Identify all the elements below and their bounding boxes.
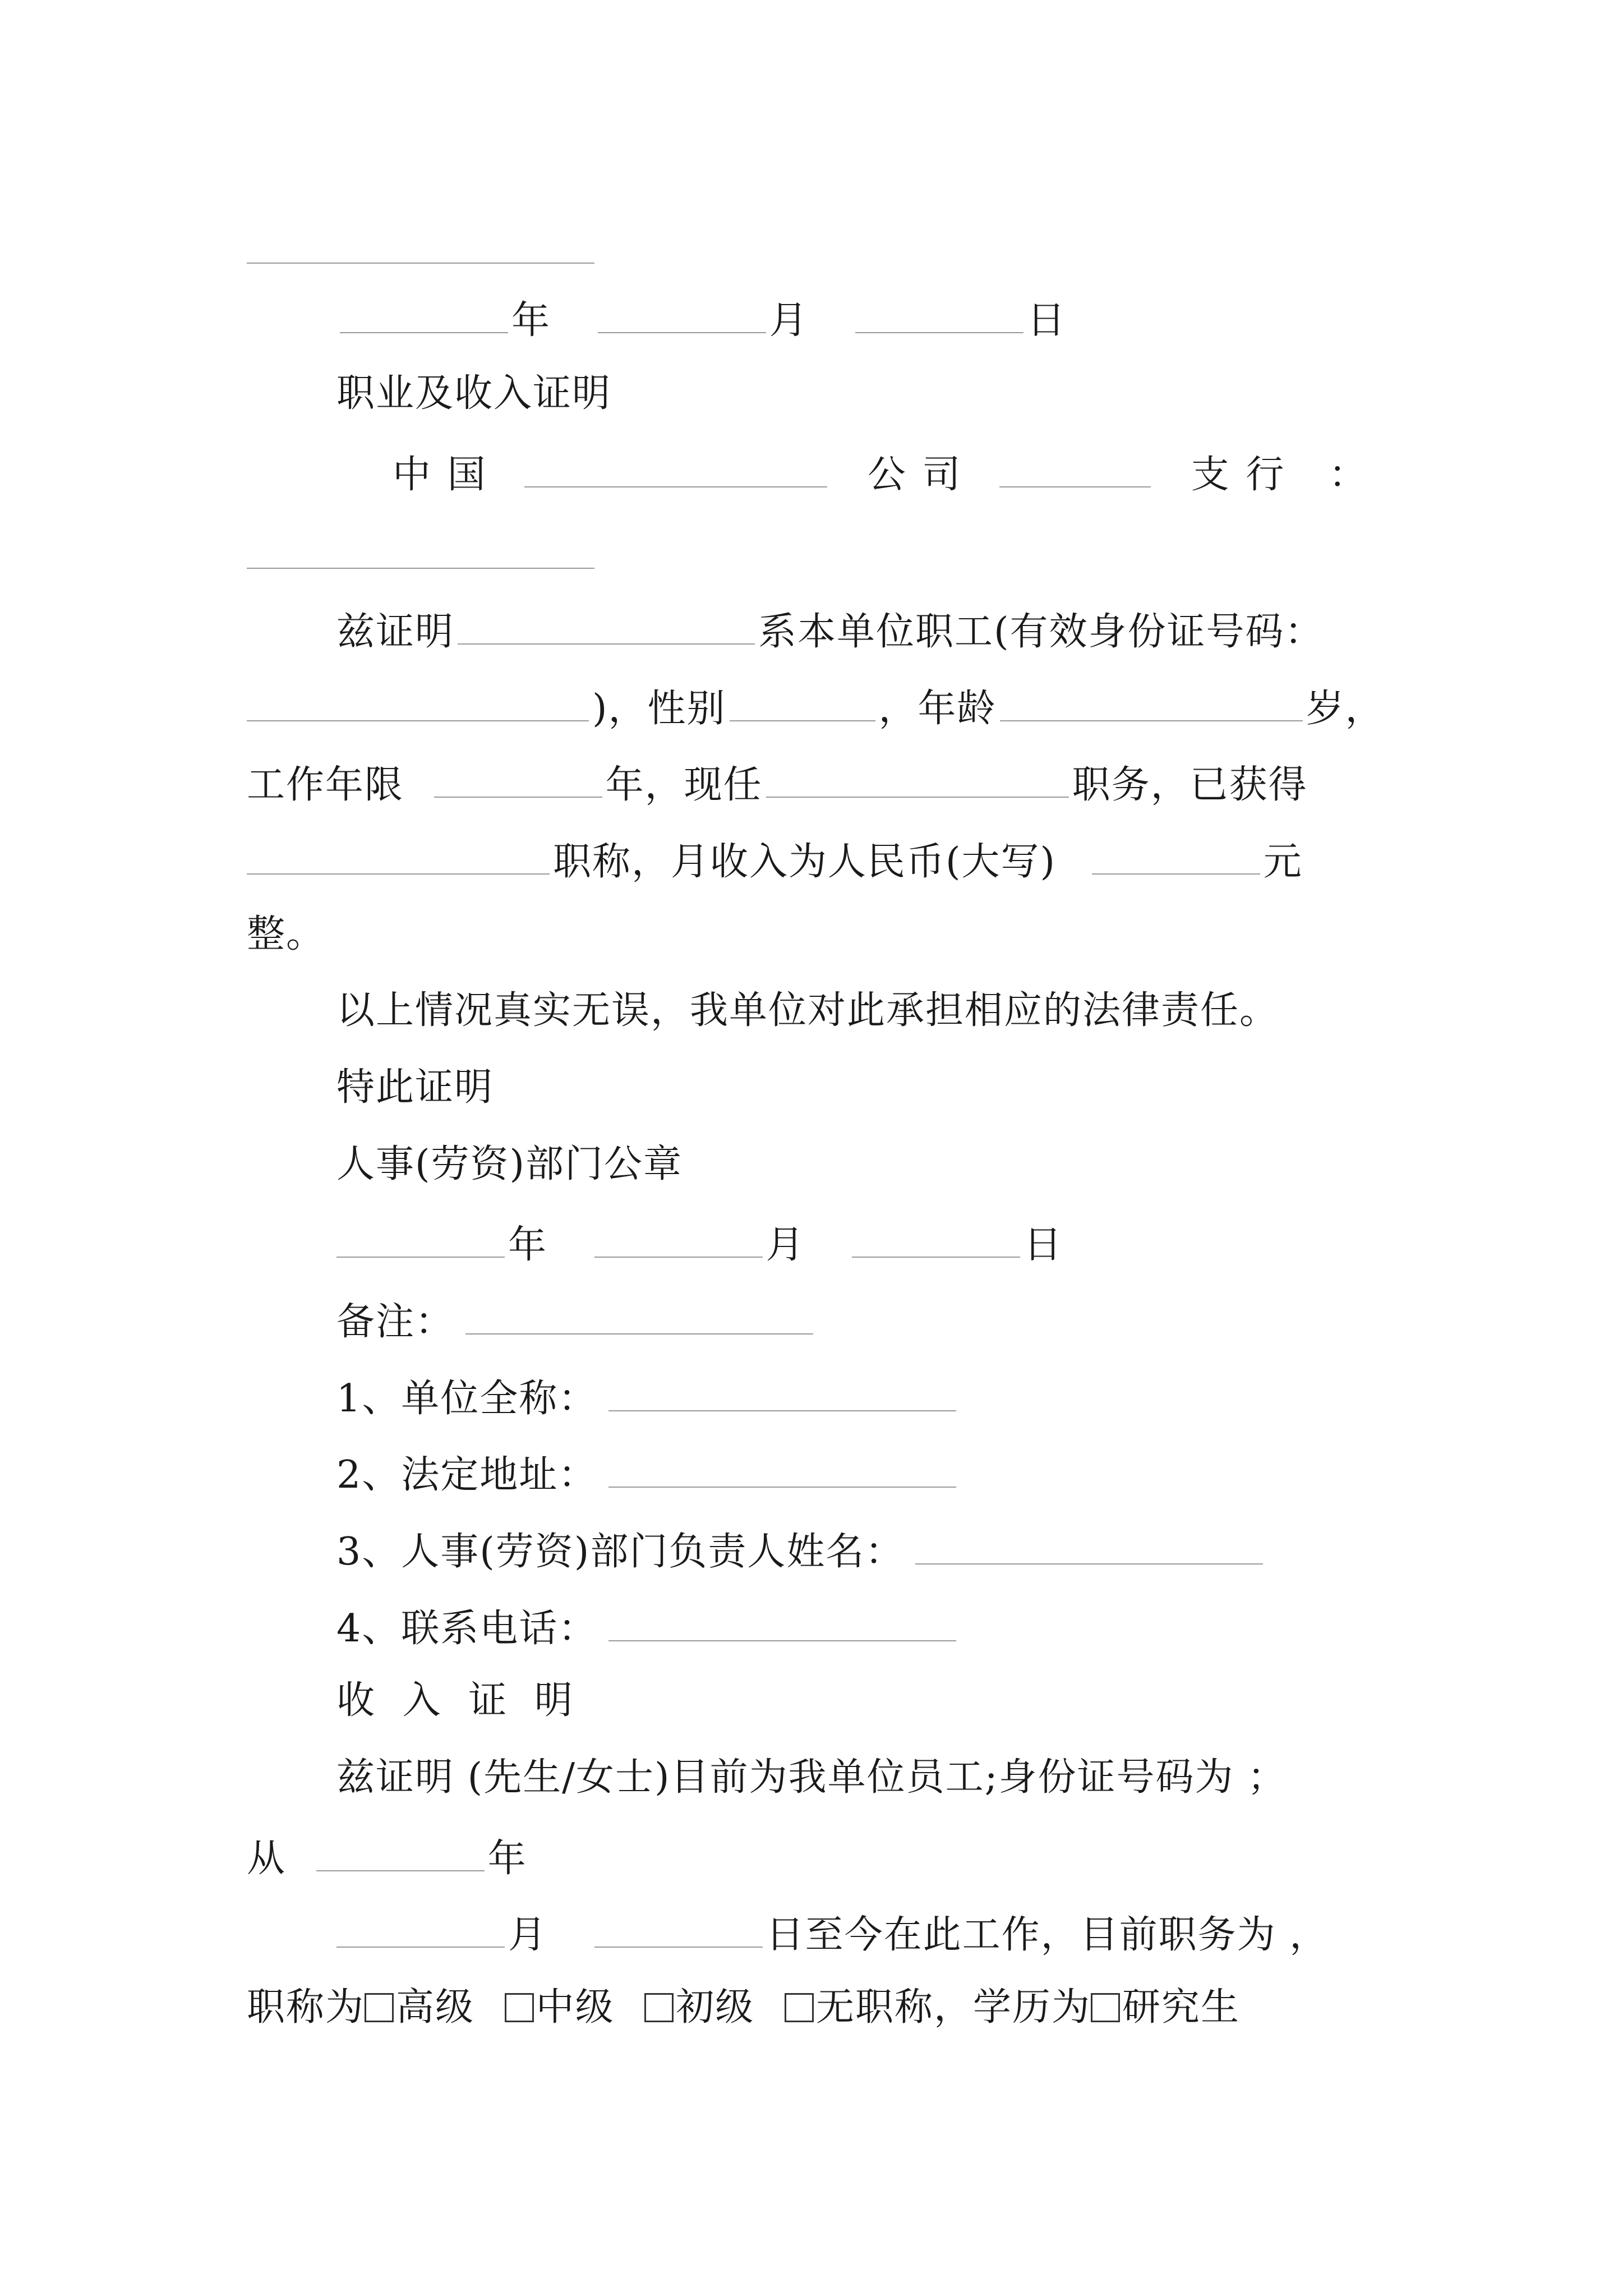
senior-label: 高级 bbox=[396, 1985, 475, 2030]
remark-item-4 bbox=[336, 1605, 960, 1651]
title-obtained-label: 职务，已获得 bbox=[1072, 763, 1308, 807]
senior-checkbox[interactable] bbox=[365, 1993, 394, 2022]
date-line-seal bbox=[336, 1222, 1063, 1267]
bank-colon: ： bbox=[1329, 453, 1370, 497]
hr-head-name-blank[interactable] bbox=[915, 1529, 1263, 1565]
title-income-certificate: 收 入 证 明 bbox=[336, 1678, 580, 1723]
seal-day-label: 日 bbox=[1023, 1223, 1063, 1267]
cert-employee-text: 系本单位职工(有效身份证号码： bbox=[758, 610, 1324, 654]
start-month-blank[interactable] bbox=[336, 1912, 505, 1948]
year-label: 年 bbox=[511, 298, 551, 343]
seal-month-blank[interactable] bbox=[594, 1222, 763, 1258]
work-years-blank[interactable] bbox=[434, 762, 602, 798]
remark-label-3: 3、人事(劳资)部门负责人姓名： bbox=[336, 1530, 905, 1574]
gender-label: )，性别 bbox=[592, 687, 726, 731]
seal-month-label: 月 bbox=[766, 1223, 805, 1267]
cert-line-1 bbox=[336, 609, 1324, 654]
remarks-label: 备注： bbox=[336, 1300, 455, 1344]
branch-label: 支 行 bbox=[1191, 453, 1287, 497]
remark-label-2: 2、法定地址： bbox=[336, 1453, 598, 1497]
no-title-label: 无职称，学历为 bbox=[815, 1985, 1091, 2030]
cert-line-4 bbox=[247, 839, 1303, 884]
top-blank-line bbox=[247, 263, 594, 264]
legal-statement: 以上情况真实无误，我单位对此承担相应的法律责任。 bbox=[336, 988, 1279, 1033]
start-day-text: 日至今在此工作，目前职务为 ， bbox=[766, 1913, 1329, 1957]
china-label: 中 国 bbox=[393, 453, 488, 497]
seal-year-label: 年 bbox=[508, 1223, 548, 1267]
intermediate-label: 中级 bbox=[536, 1985, 615, 2030]
start-year-label: 年 bbox=[487, 1837, 527, 1881]
start-day-blank[interactable] bbox=[594, 1912, 763, 1948]
company-blank[interactable] bbox=[524, 452, 827, 487]
phone-blank[interactable] bbox=[608, 1605, 956, 1641]
seal-year-blank[interactable] bbox=[336, 1222, 505, 1258]
seal-day-blank[interactable] bbox=[852, 1222, 1020, 1258]
position-label: 年，现任 bbox=[605, 763, 763, 807]
remark-item-3 bbox=[336, 1529, 1266, 1574]
day-label: 日 bbox=[1027, 298, 1067, 343]
income-line-1: 兹证明 (先生/女士)目前为我单位员工;身份证号码为 ； bbox=[336, 1755, 1287, 1800]
remarks-line bbox=[336, 1299, 817, 1344]
age-label: ，年龄 bbox=[878, 687, 997, 731]
graduate-label: 研究生 bbox=[1122, 1985, 1240, 2030]
income-line-4 bbox=[247, 1985, 1240, 2030]
position-blank[interactable] bbox=[766, 762, 1069, 798]
year-blank[interactable] bbox=[340, 297, 508, 333]
legal-address-blank[interactable] bbox=[608, 1452, 956, 1488]
junior-label: 初级 bbox=[676, 1985, 755, 2030]
income-amount-blank[interactable] bbox=[1092, 839, 1260, 875]
income-line-2 bbox=[247, 1835, 527, 1881]
cert-line-3 bbox=[247, 762, 1308, 807]
gender-blank[interactable] bbox=[730, 685, 875, 721]
date-line-top bbox=[336, 297, 1067, 343]
currency-unit: 元 bbox=[1263, 840, 1303, 884]
graduate-checkbox[interactable] bbox=[1091, 1993, 1120, 2022]
junior-checkbox[interactable] bbox=[644, 1993, 674, 2022]
professional-title-blank[interactable] bbox=[247, 839, 550, 875]
start-month-label: 月 bbox=[508, 1913, 548, 1957]
title-occupation-income: 职业及收入证明 bbox=[336, 371, 612, 416]
bank-line bbox=[393, 452, 1370, 497]
month-label: 月 bbox=[769, 298, 809, 343]
monthly-income-label: 职称，月收入为人民币(大写) bbox=[553, 840, 1057, 884]
month-blank[interactable] bbox=[598, 297, 766, 333]
hr-seal-label: 人事(劳资)部门公章 bbox=[336, 1142, 683, 1186]
cert-line-5: 整。 bbox=[247, 912, 326, 956]
cert-prefix: 兹证明 bbox=[336, 610, 455, 654]
addressee-blank-line bbox=[247, 568, 594, 569]
start-year-blank[interactable] bbox=[316, 1835, 485, 1871]
day-blank[interactable] bbox=[855, 297, 1023, 333]
remark-item-1 bbox=[336, 1375, 960, 1421]
title-prefix: 职称为 bbox=[247, 1985, 365, 2030]
age-unit: 岁， bbox=[1306, 687, 1385, 731]
branch-blank[interactable] bbox=[999, 452, 1151, 487]
unit-full-name-blank[interactable] bbox=[608, 1375, 956, 1411]
age-blank[interactable] bbox=[1000, 685, 1303, 721]
remarks-blank[interactable] bbox=[465, 1299, 813, 1335]
remark-label-1: 1、单位全称： bbox=[336, 1377, 598, 1421]
income-line-3 bbox=[336, 1912, 1329, 1957]
id-number-blank[interactable] bbox=[247, 685, 589, 721]
no-title-checkbox[interactable] bbox=[785, 1993, 814, 2022]
company-label: 公 司 bbox=[867, 453, 963, 497]
remark-label-4: 4、联系电话： bbox=[336, 1607, 598, 1651]
from-label: 从 bbox=[247, 1837, 287, 1881]
remark-item-2 bbox=[336, 1452, 960, 1497]
cert-line-2 bbox=[247, 685, 1385, 731]
intermediate-checkbox[interactable] bbox=[505, 1993, 534, 2022]
work-years-label: 工作年限 bbox=[247, 763, 404, 807]
hereby-certify: 特此证明 bbox=[336, 1065, 494, 1110]
name-blank[interactable] bbox=[458, 609, 755, 645]
